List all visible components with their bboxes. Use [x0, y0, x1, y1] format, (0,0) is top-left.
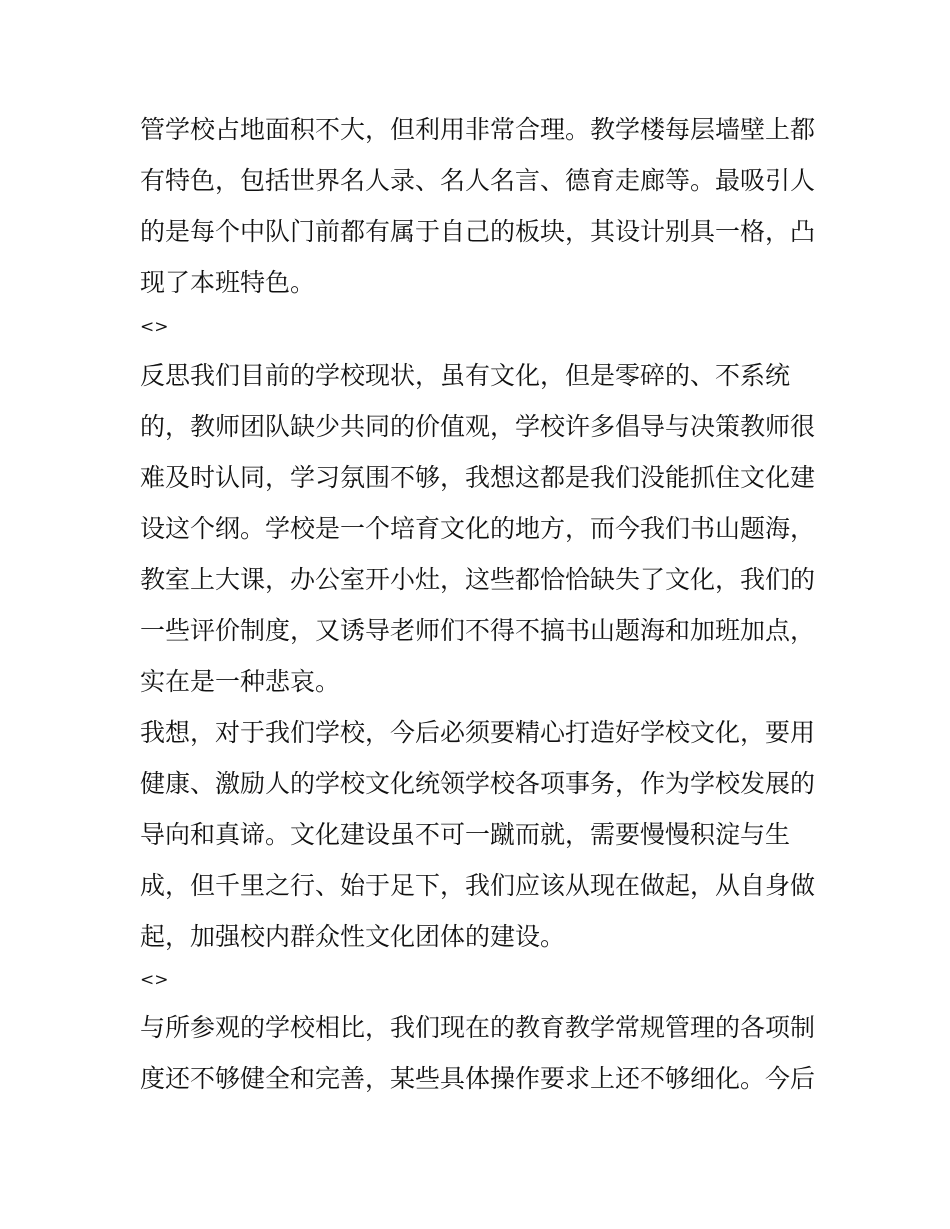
text-line: 我想，对于我们学校，今后必须要精心打造好学校文化，要用	[140, 718, 816, 747]
text-line: 的，教师团队缺少共同的价值观，学校许多倡导与决策教师很	[140, 412, 816, 441]
text-line: 度还不够健全和完善，某些具体操作要求上还不够细化。今后	[140, 1064, 816, 1093]
text-line: 反思我们目前的学校现状，虽有文化，但是零碎的、不系统	[140, 361, 791, 390]
text-line: 难及时认同，学习氛围不够，我想这都是我们没能抓住文化建	[140, 463, 816, 492]
text-line: 的是每个中队门前都有属于自己的板块，其设计别具一格，凸	[140, 217, 816, 246]
text-line: 实在是一种悲哀。	[140, 667, 341, 696]
text-line: 与所参观的学校相比，我们现在的教育教学常规管理的各项制	[140, 1013, 816, 1042]
section-separator: <>	[140, 317, 169, 337]
section-separator: <>	[140, 970, 169, 990]
text-line: 现了本班特色。	[140, 268, 316, 297]
text-line: 一些评价制度，又诱导老师们不得不搞书山题海和加班加点，	[140, 616, 816, 645]
text-line: 教室上大课，办公室开小灶，这些都恰恰缺失了文化，我们的	[140, 565, 816, 594]
text-line: 起，加强校内群众性文化团体的建设。	[140, 922, 566, 951]
text-line: 有特色，包括世界名人录、名人名言、德育走廊等。最吸引人	[140, 166, 816, 195]
text-line: 成，但千里之行、始于足下，我们应该从现在做起，从自身做	[140, 871, 816, 900]
text-line: 设这个纲。学校是一个培育文化的地方，而今我们书山题海，	[140, 514, 816, 543]
text-line: 管学校占地面积不大，但利用非常合理。教学楼每层墙壁上都	[140, 115, 816, 144]
text-line: 健康、激励人的学校文化统领学校各项事务，作为学校发展的	[140, 769, 816, 798]
text-line: 导向和真谛。文化建设虽不可一蹴而就，需要慢慢积淀与生	[140, 820, 791, 849]
